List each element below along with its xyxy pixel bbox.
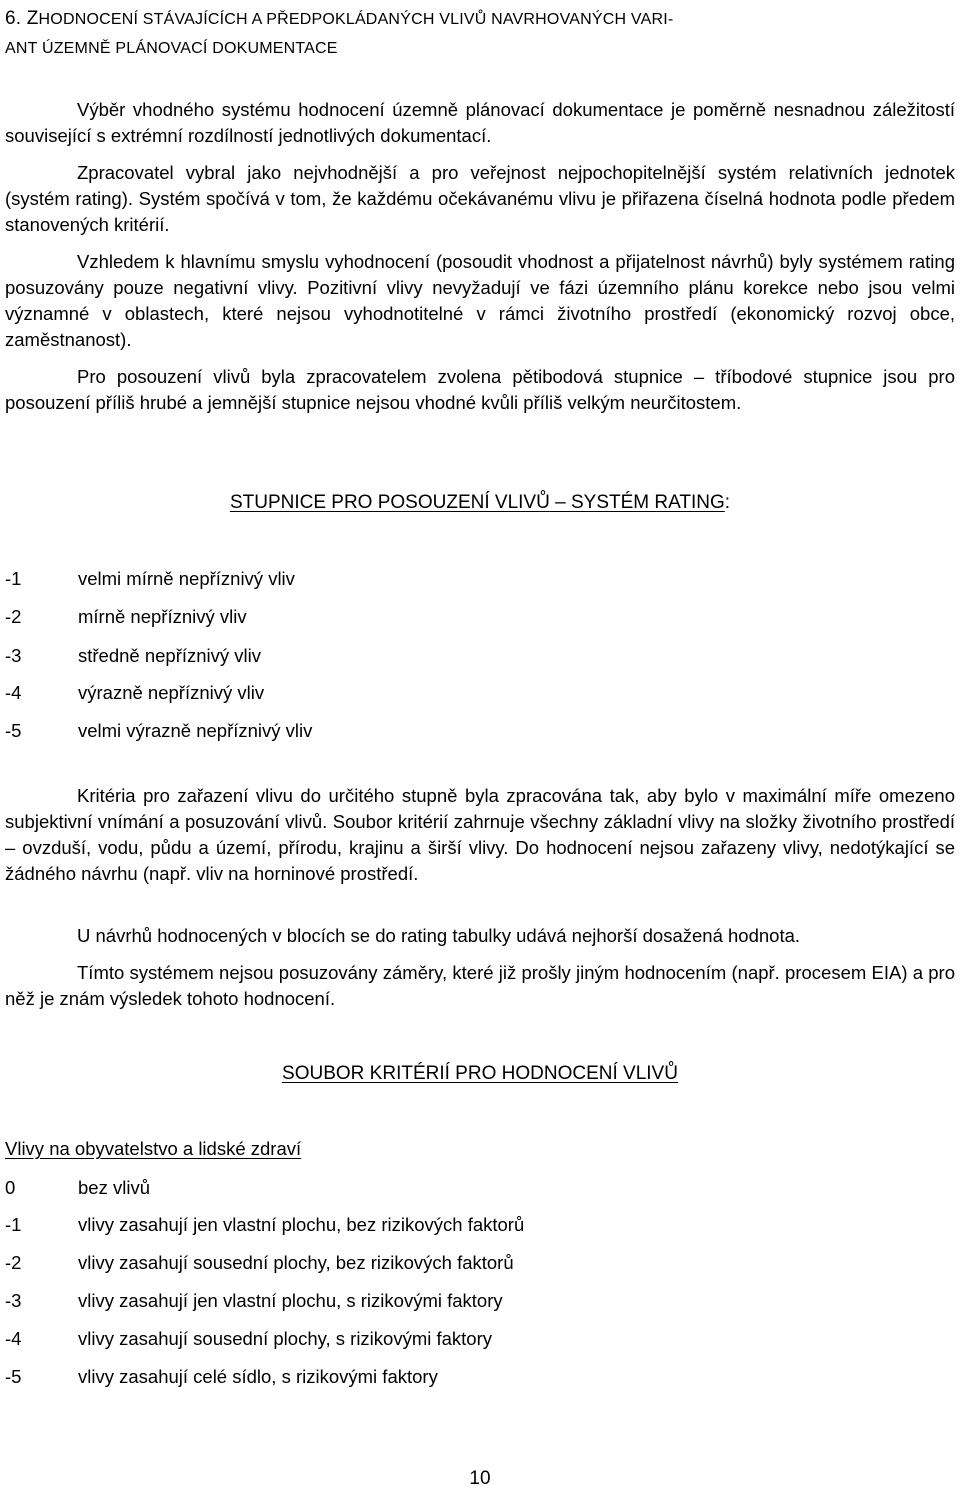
paragraph-intro: Výběr vhodného systému hodnocení územně plánovací dokumentace je poměrně nesnadnou záležitostí související s extrémní rozdílností jednotlivých dokumentací. [5, 99, 955, 146]
rating-scale-item: -1 velmi mírně nepříznivý vliv [5, 568, 295, 589]
paragraph-eia: Tímto systémem nejsou posuzovány záměry, které již prošly jiným hodnocením (např. procesem EIA) a pro něž je znám výsledek tohoto hodnocení. [5, 962, 955, 1009]
rating-scale-item: -2 mírně nepříznivý vliv [5, 606, 247, 627]
paragraph-block-rating: U návrhů hodnocených v blocích se do rating tabulky udává nejhorší dosažená hodnota. [77, 925, 801, 946]
criteria-item: 0 bez vlivů [5, 1177, 150, 1198]
page-number: 10 [469, 1468, 491, 1489]
paragraph-five-point-scale: Pro posouzení vlivů byla zpracovatelem zvolena pětibodová stupnice – tříbodové stupnice jsou pro posouzení příliš hrubé a jemnější stupnice nejsou vhodné kvůli příliš velkým neurčitostem. [5, 366, 955, 413]
paragraph-negative-impacts: Vzhledem k hlavnímu smyslu vyhodnocení (posoudit vhodnost a přijatelnost návrhů) byly systémem rating posuzovány pouze negativní vlivy. Pozitivní vlivy nevyžadují ve fázi územního plánu korekce nebo jsou velmi významné v oblastech, které nejsou vyhodnotitelné v rámci životního prostředí (ekonomický rozvoj obce, zaměstnanost). [5, 251, 955, 350]
criteria-title: SOUBOR KRITÉRIÍ PRO HODNOCENÍ VLIVŮ [282, 1063, 678, 1084]
chapter-heading-line1 [5, 4, 950, 34]
chapter-heading-text: HODNOCENÍ STÁVAJÍCÍCH A PŘEDPOKLÁDANÝCH VLIVŮ NAVRHOVANÝCH VARI- [38, 11, 674, 28]
rating-scale-title: STUPNICE PRO POSOUZENÍ VLIVŮ – SYSTÉM RATING: [229, 492, 731, 513]
chapter-heading-line2: ANT ÚZEMNĚ PLÁNOVACÍ DOKUMENTACE [5, 40, 338, 57]
chapter-number: 6. [5, 8, 22, 29]
chapter-heading [5, 4, 950, 63]
paragraph-criteria: Kritéria pro zařazení vlivu do určitého stupně byla zpracována tak, aby bylo v maximální míře omezeno subjektivní vnímání a posuzování vlivů. Soubor kritérií zahrnuje všechny základní vlivy na složky životního prostředí – ovzduší, vodu, půdu a území, přírodu, krajinu a širší vlivy. Do hodnocení nejsou zařazeny vlivy, nedotýkající se žádného návrhu (např. vliv na horninové prostředí. [5, 785, 955, 884]
rating-scale-item: -5 velmi výrazně nepříznivý vliv [5, 720, 313, 741]
criteria-item: -4 vlivy zasahují sousední plochy, s rizikovými faktory [5, 1328, 493, 1349]
paragraph-rating-choice: Zpracovatel vybral jako nejvhodnější a pro veřejnost nejpochopitelnější systém relativních jednotek (systém rating). Systém spočívá v tom, že každému očekávanému vlivu je přiřazena číselná hodnota podle předem stanovených kritérií. [5, 162, 955, 235]
rating-scale-item: -4 výrazně nepříznivý vliv [5, 682, 265, 703]
criteria-subtitle: Vlivy na obyvatelstvo a lidské zdraví [5, 1138, 302, 1159]
rating-scale-item: -3 středně nepříznivý vliv [5, 645, 262, 666]
criteria-item: -5 vlivy zasahují celé sídlo, s rizikovými faktory [5, 1366, 438, 1387]
criteria-item: -2 vlivy zasahují sousední plochy, bez rizikových faktorů [5, 1252, 514, 1273]
criteria-item: -1 vlivy zasahují jen vlastní plochu, bez rizikových faktorů [5, 1214, 525, 1235]
chapter-heading-initial: Z [26, 8, 39, 29]
criteria-item: -3 vlivy zasahují jen vlastní plochu, s rizikovými faktory [5, 1290, 503, 1311]
